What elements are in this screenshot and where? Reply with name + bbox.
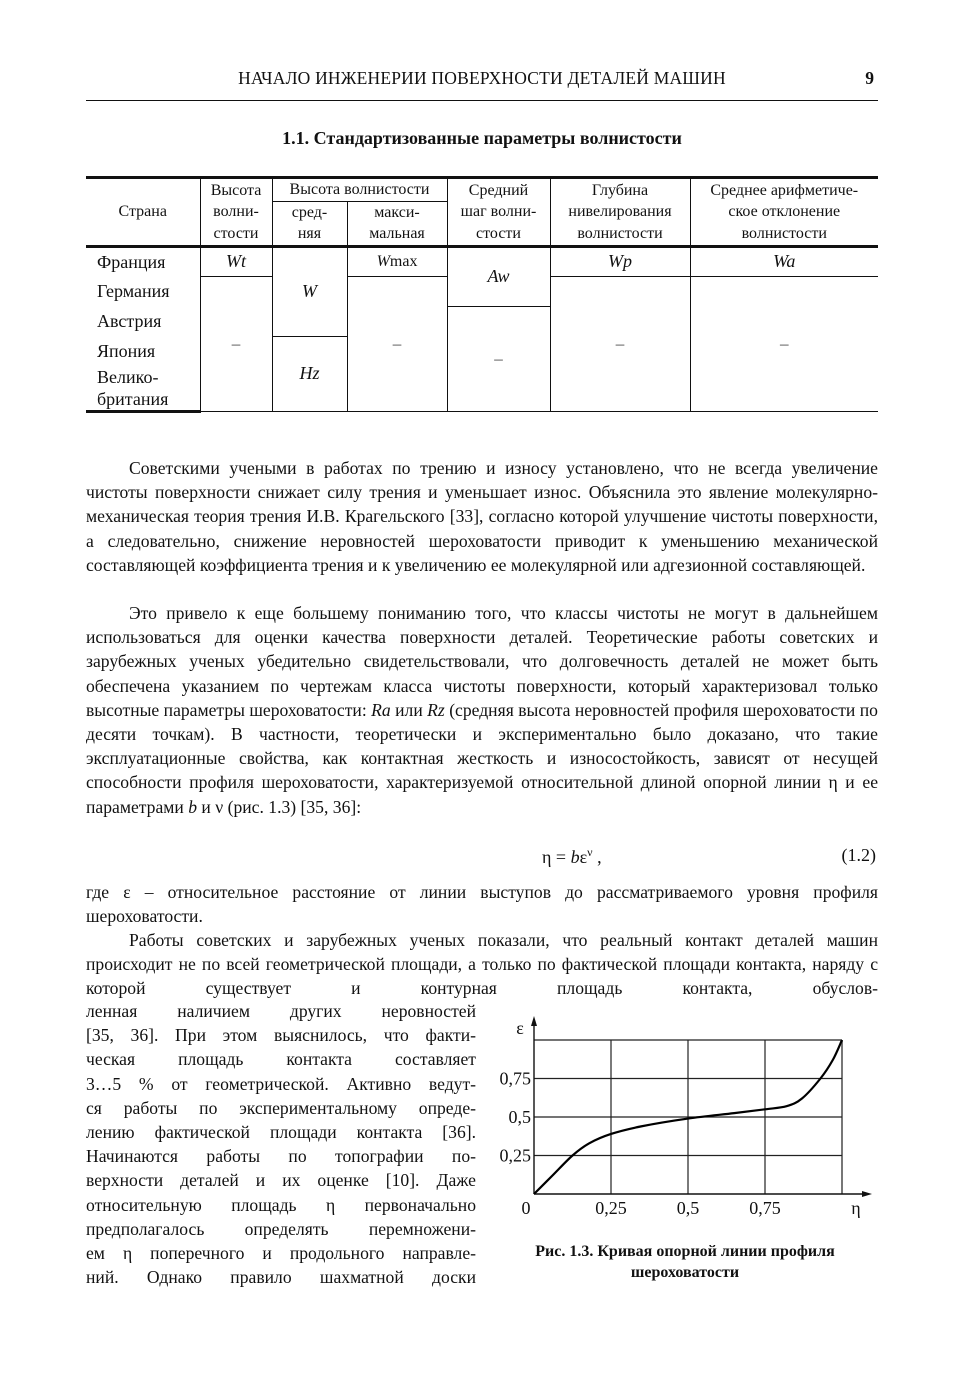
country-gb-l1: Велико- [97,367,159,387]
cell-france-depth: Wp [550,246,690,276]
p2-part-d: и ν (рис. 1.3) [35, 36]: [197,796,362,817]
wmax-w: W [376,252,390,270]
header-height-l3: стости [213,224,259,242]
country-austria: Австрия [86,306,200,336]
header-max-l1: макси- [374,203,420,221]
country-gb-l2: британия [97,389,169,409]
formula-1-2 [86,845,878,871]
text-line: предполагалось определять перемножени- [86,1218,476,1239]
formula-tail: , [592,847,602,867]
running-head-title: НАЧАЛО ИНЖЕНЕРИИ ПОВЕРХНОСТИ ДЕТАЛЕЙ МАШИН [238,68,726,88]
country-france: Франция [86,246,200,276]
header-arith-deviation [690,178,878,247]
text-line: ленная наличием других неровностей [86,1001,476,1021]
cell-max-other: – [347,276,447,412]
cell-france-deviation: Wa [690,246,878,276]
formula-lhs: η = [542,847,571,867]
caption-line-2: шероховатости [630,1264,740,1281]
text-line: ческая площадь контакта составляет [86,1049,476,1070]
p2-ra: Ra [371,699,391,720]
cell-mean-Hz: Hz [272,336,347,412]
cell-step-other: – [447,306,550,412]
paragraph-4-continued [86,999,476,1289]
x-tick-label: 0,5 [676,1198,700,1218]
paragraph-2-text [86,601,878,819]
chart-axes [531,1016,872,1197]
formula-eps: ε [579,847,588,867]
paragraph-3-text: где ε – относительное расстояние от линии выступов до рассматриваемого уровня профиля шероховатости. [86,882,878,927]
p2-part-b: или [390,699,428,720]
p2-rz: Rz [427,699,445,720]
text-line: 3…5 % от геометрической. Активно ведут- [86,1073,476,1094]
running-head [86,68,878,92]
header-mean-step-l3: стости [476,224,521,242]
paragraph-1 [86,456,878,577]
cell-france-max [347,246,447,276]
header-mean-step [447,178,550,247]
text-line: ся работы по экспериментальному опреде- [86,1097,476,1118]
text-line: верхности деталей и их оценке [10]. Даже [86,1170,476,1191]
header-depth-l3: волнистости [577,224,663,242]
text-line: Начинаются работы по топографии по- [86,1146,476,1167]
text-line: ний. Однако правило шахматной доски [86,1267,476,1288]
header-country-label: Страна [118,203,167,220]
formula-expression [542,845,602,868]
header-height-l1: Высота [210,181,262,199]
chart-grid [534,1040,842,1194]
header-mean-step-l1: Средний [468,181,529,199]
paragraph-4 [86,928,878,1001]
header-mean-l2: няя [297,225,322,242]
p2-part-c: (средняя высота неровностей профиля шероховатости по десяти точкам). В частности, теоретически и экспериментально было доказано, что такие эксплуатационные свойства, как контактная жесткость и износостойкость, зависят от несущей способности профиля шероховатости, характеризуемой относительной длиной опорной линии η и ее параметрами [86,699,878,817]
header-dev-l3: волнистости [741,224,827,242]
formula-exponent: ν [587,845,593,859]
y-tick-label: 0,75 [499,1068,531,1089]
cell-france-height: Wt [200,246,272,276]
header-mean-step-l2: шаг волни- [460,203,537,220]
y-axis-label: ε [516,1018,524,1038]
p2-part-a: Это привело к еще большему пониманию того, что классы чистоты не могут в дальнейшем использоваться для оценки качества поверхности деталей. Теоретические работы советских и зарубежных ученых убедительно свидетельствовали, что долговечность деталей не может быть обеспечена указанием по чертежам класса чистоты поверхности, который характеризовал только высотные параметры шероховатости: [86,603,878,720]
header-height-l2: волни- [213,203,259,220]
country-great-britain [86,366,200,412]
y-tick-label: 0,5 [508,1107,531,1127]
x-tick-label: 0,75 [749,1198,781,1218]
text-line: лению фактической площади контакта [36]. [86,1122,476,1143]
table-row [86,246,878,276]
figure-caption [490,1241,880,1283]
cell-depth-other: – [550,276,690,412]
chart-tick-labels [500,1018,861,1218]
x-axis-arrow-icon [862,1191,872,1197]
header-mean-l1: сред- [291,203,328,221]
formula-b: b [570,847,580,867]
x-axis-label: η [851,1198,861,1218]
header-height [200,178,272,247]
header-depth-l1: Глубина [591,181,649,199]
header-height-group: Высота волнистости [272,178,447,202]
origin-label: 0 [521,1198,531,1218]
header-country [86,178,200,247]
header-max-l2: мальная [369,225,425,242]
page-number: 9 [865,68,874,88]
paragraph-3 [86,880,878,928]
country-japan: Япония [86,336,200,366]
paragraph-2 [86,601,878,819]
header-dev-l1: Среднее арифметиче- [710,181,859,199]
table-title: 1.1. Стандартизованные параметры волнистости [282,128,682,148]
header-depth-l2: нивелирования [568,203,672,220]
cell-deviation-other: – [690,276,878,412]
country-germany: Германия [86,276,200,306]
paragraph-1-text: Советскими учеными в работах по трению и износу установлено, что не всегда увеличение чистоты поверхности снижает силу трения и уменьшает износ. Объяснила это явление молекулярно-механическая теория трения И.В. Крагельского [33], согласно которой улучшение чистоты поверхности, а следовательно, снижение неровностей шероховатости приводит к уменьшению механической составляющей коэффициента трения и к увеличению ее молекулярной или адгезионной составляющей. [86,458,878,575]
bearing-curve-chart [490,1010,880,1230]
cell-step-Aw: Aw [447,246,550,306]
y-tick-label: 0,25 [499,1145,531,1166]
p2-b-var: b [188,796,198,817]
wmax-sub: max [389,252,418,270]
x-tick-label: 0,25 [595,1198,627,1218]
waviness-parameters-table [86,176,878,413]
caption-line-1: Рис. 1.3. Кривая опорной линии профиля [535,1243,835,1260]
header-height-max [347,201,447,246]
paragraph-4-text: Работы советских и зарубежных ученых показали, что реальный контакт деталей машин происходит не по всей геометрической площади, а только по фактической площади контакта, наряду с которой существует и контурная площадь контакта, обуслов- [86,930,878,999]
header-dev-l2: ское отклонение [728,203,841,220]
cell-mean-W: W [272,246,347,336]
formula-number: (1.2) [841,845,876,865]
header-height-mean [272,201,347,246]
cell-height-other: – [200,276,272,412]
header-rule [86,100,878,101]
text-line: ем η поперечного и продольного направле- [86,1243,476,1264]
y-axis-arrow-icon [531,1016,537,1026]
text-line: [35, 36]. При этом выяснилось, что факти- [86,1025,476,1046]
text-line: относительную площадь η первоначально [86,1194,476,1215]
header-levelling-depth [550,178,690,247]
